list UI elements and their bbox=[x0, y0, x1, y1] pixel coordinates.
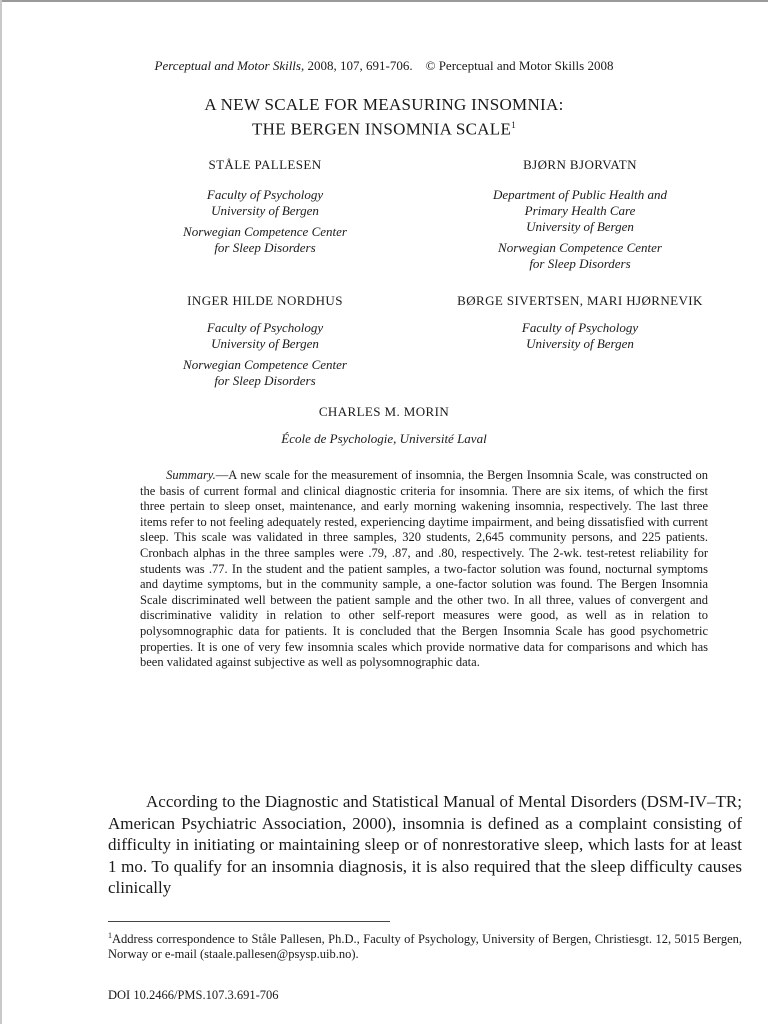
affiliation-nordhus bbox=[150, 320, 380, 389]
footnote-divider bbox=[108, 921, 390, 922]
affil-line: Norwegian Competence Center bbox=[183, 224, 347, 239]
affil-line: Faculty of Psychology bbox=[206, 320, 324, 335]
affiliation-bjorvatn bbox=[460, 187, 700, 272]
affiliation-sivertsen bbox=[460, 320, 700, 352]
affil-line: University of Bergen bbox=[526, 336, 634, 351]
title-line-2: THE BERGEN INSOMNIA SCALE$^1$ bbox=[251, 119, 516, 139]
abstract-text: —A new scale for the measurement of insomnia, the Bergen Insomnia Scale, was constructed on the basis of current formal and clinical diagnostic criteria for insomnia. There are six items, of which the first three pertain to sleep onset, maintenance, and early morning wakening insomnia, respectively. The last three items refer to not feeling adequately rested, experiencing daytime impairment, and being dissatisfied with current sleep. This scale was validated in three samples, 320 students, 2,645 community persons, and 225 patients. Cronbach alphas in the three samples were .79, .87, and .80, respectively. The 2-wk. test-retest reliability for students was .77. In the student and the patient samples, a two-factor solution was found, nocturnal symptoms and daytime symptoms, but in the community sample, a one-factor solution was found. The Bergen Insomnia Scale discriminated well between the patient sample and the other two. In all three, values of convergent and discriminative validity in relation to other self-report measures were good, as well as in relation to polysomnographic data for patients. It is concluded that the Bergen Insomnia Scale has good psychometric properties. It is one of very few insomnia scales which provide normative data for comparisons and which has been validated against subjective as well as polysomnographic data. bbox=[140, 468, 708, 670]
author-nordhus: INGER HILDE NORDHUS bbox=[187, 293, 343, 308]
affil-line: Faculty of Psychology bbox=[521, 320, 639, 335]
author-sivertsen-hjornevik: BØRGE SIVERTSEN, MARI HJØRNEVIK bbox=[457, 293, 703, 308]
page-edge bbox=[0, 0, 768, 2]
author-morin: CHARLES M. MORIN bbox=[318, 404, 450, 419]
journal-name: Perceptual and Motor Skills bbox=[154, 58, 301, 73]
affil-line: University of Bergen bbox=[526, 219, 634, 234]
affiliation-pallesen bbox=[150, 187, 380, 256]
abstract-label: Summary. bbox=[166, 468, 216, 482]
affil-line: Primary Health Care bbox=[524, 203, 636, 218]
citation-details: , 2008, 107, 691-706. bbox=[300, 58, 413, 73]
affil-line: University of Bergen bbox=[211, 336, 319, 351]
title-line-1: A NEW SCALE FOR MEASURING INSOMNIA: bbox=[204, 95, 564, 114]
doi: DOI 10.2466/PMS.107.3.691-706 bbox=[108, 988, 279, 1002]
affil-line: Faculty of Psychology bbox=[206, 187, 324, 202]
affil-line: University of Bergen bbox=[211, 203, 319, 218]
page-edge-left bbox=[0, 0, 2, 1024]
running-header bbox=[0, 58, 768, 74]
author-bjorvatn: BJØRN BJORVATN bbox=[523, 157, 637, 172]
affil-line: Department of Public Health and bbox=[492, 187, 668, 202]
affiliation-morin bbox=[0, 431, 768, 447]
footnote-text: Address correspondence to Ståle Pallesen, Ph.D., Faculty of Psychology, University of Bergen, Christiesgt. 12, 5015 Bergen, Norway or e-mail (staale.pallesen@psysp.uib.no). bbox=[108, 932, 742, 962]
author-pallesen: STÅLE PALLESEN bbox=[208, 157, 322, 172]
body-paragraph: According to the Diagnostic and Statistical Manual of Mental Disorders (DSM-IV–TR; American Psychiatric Association, 2000), insomnia is defined as a complaint consisting of difficulty in initiating or maintaining sleep or of nonrestorative sleep, which lasts for at least 1 mo. To qualify for an insomnia diagnosis, it is also required that the sleep difficulty causes clinically bbox=[108, 792, 742, 897]
affil-line: Norwegian Competence Center bbox=[183, 357, 347, 372]
copyright-notice: © Perceptual and Motor Skills 2008 bbox=[425, 58, 614, 73]
footnote-mark: 1 bbox=[108, 931, 112, 940]
affil-line: for Sleep Disorders bbox=[529, 256, 631, 271]
affil-line: for Sleep Disorders bbox=[214, 240, 316, 255]
abstract bbox=[140, 468, 708, 671]
footnote bbox=[108, 928, 742, 962]
affil-line: Norwegian Competence Center bbox=[498, 240, 662, 255]
affil-line: for Sleep Disorders bbox=[214, 373, 316, 388]
affil-line: École de Psychologie, Université Laval bbox=[281, 431, 487, 446]
paper-title bbox=[0, 94, 768, 140]
title-footnote-mark: 1 bbox=[511, 120, 516, 130]
